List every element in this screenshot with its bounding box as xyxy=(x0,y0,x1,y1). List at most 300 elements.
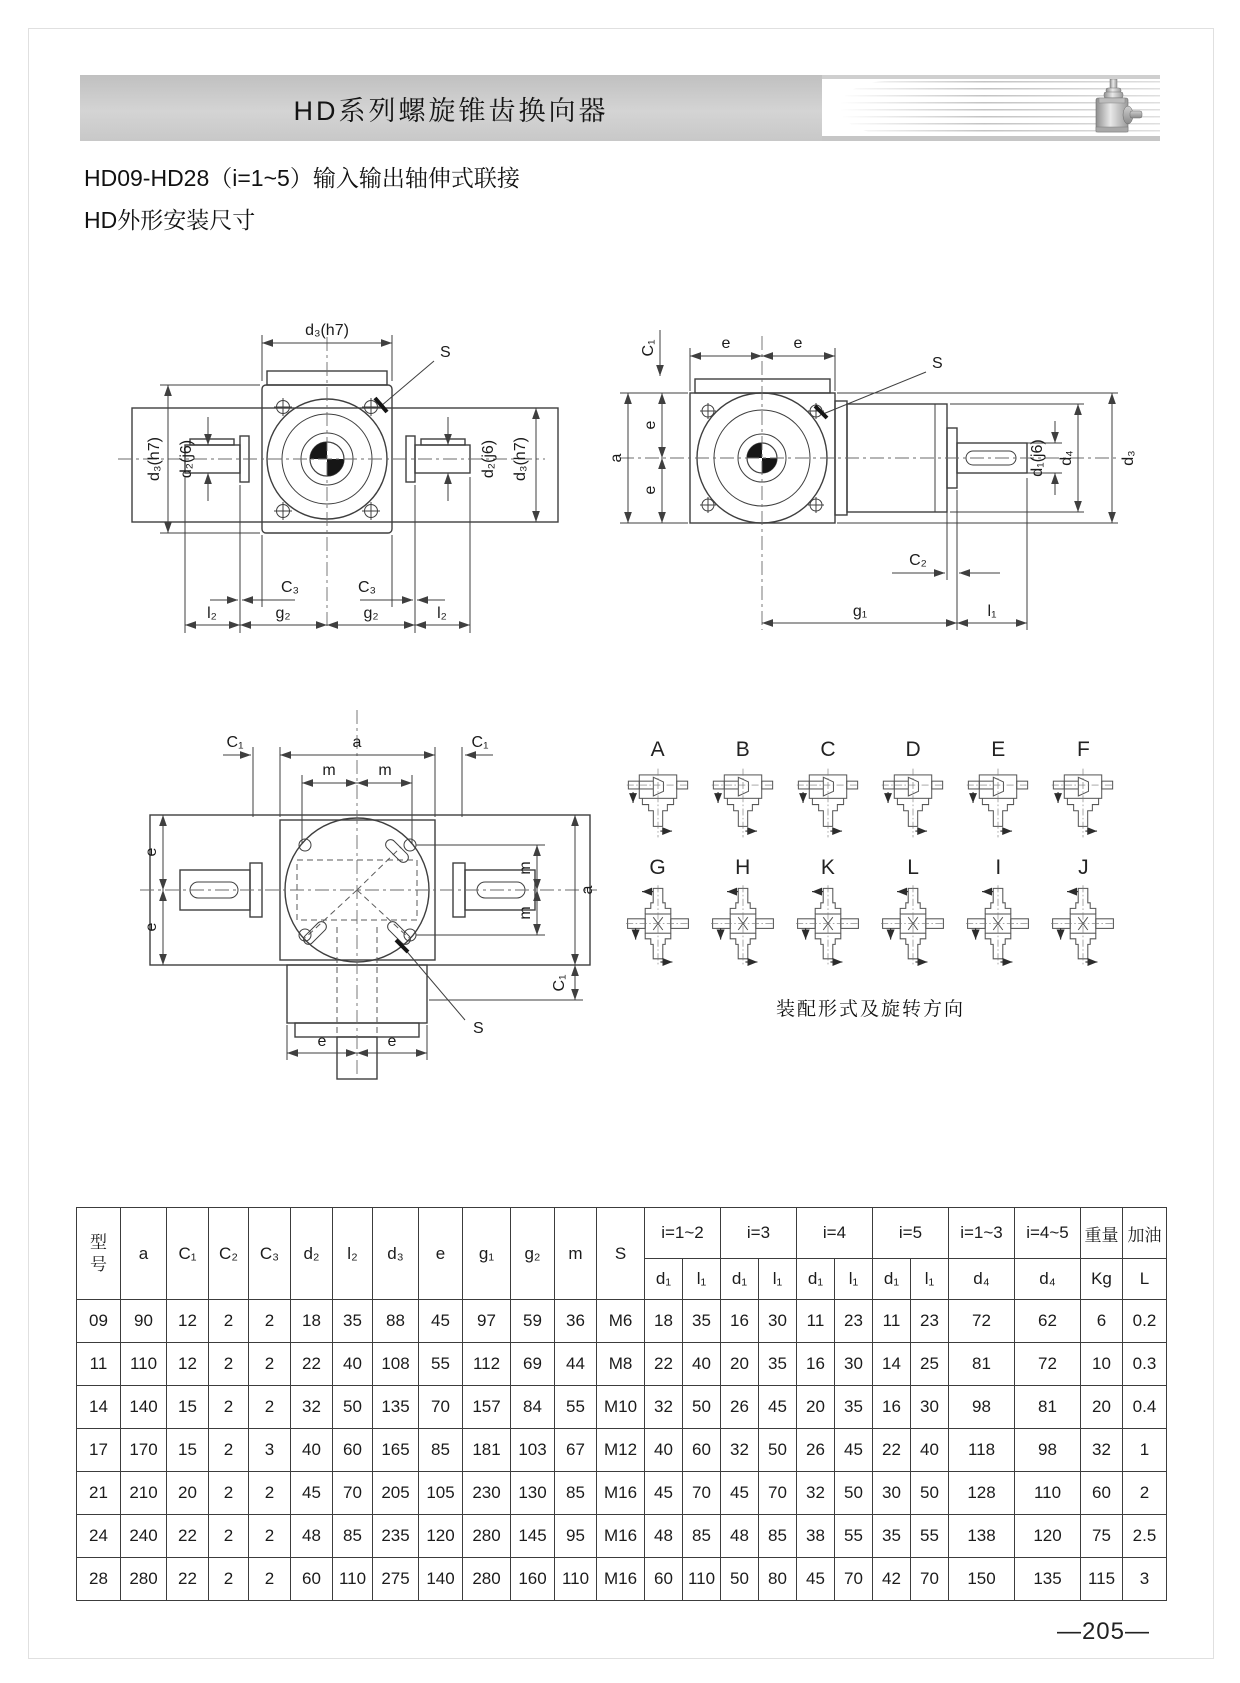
table-cell: 30 xyxy=(835,1343,873,1386)
table-cell: 181 xyxy=(463,1429,511,1472)
table-cell: 280 xyxy=(463,1558,511,1601)
asm-cell-e xyxy=(959,738,1038,842)
table-cell: 38 xyxy=(797,1515,835,1558)
table-cell: 85 xyxy=(759,1515,797,1558)
table-cell: 69 xyxy=(511,1343,555,1386)
table-cell: 50 xyxy=(911,1472,949,1515)
asm-letter: H xyxy=(735,856,751,879)
table-cell: 2 xyxy=(209,1515,249,1558)
table-cell: 3 xyxy=(1123,1558,1167,1601)
table-cell: 45 xyxy=(759,1386,797,1429)
table-cell: 22 xyxy=(291,1343,333,1386)
table-cell: 35 xyxy=(759,1343,797,1386)
table-cell: 18 xyxy=(291,1300,333,1343)
dim-label-a-right: a xyxy=(579,885,596,895)
table-cell: 110 xyxy=(1015,1472,1081,1515)
dim-label-e-bot2: e xyxy=(387,1033,397,1050)
table-cell: 60 xyxy=(683,1429,721,1472)
col-header: C₁ xyxy=(167,1208,209,1300)
table-cell: 110 xyxy=(555,1558,597,1601)
table-cell: 157 xyxy=(463,1386,511,1429)
table-cell: 23 xyxy=(835,1300,873,1343)
table-cell: 240 xyxy=(121,1515,167,1558)
table-cell: 70 xyxy=(911,1558,949,1601)
dim-label-a: a xyxy=(608,453,625,463)
table-cell: 60 xyxy=(1081,1472,1123,1515)
dim-label-d1: d₁(j6) xyxy=(1029,439,1046,477)
table-cell: 62 xyxy=(1015,1300,1081,1343)
table-cell: 40 xyxy=(645,1429,683,1472)
table-cell: 30 xyxy=(873,1472,911,1515)
table-cell: M12 xyxy=(597,1429,645,1472)
table-cell: 55 xyxy=(419,1343,463,1386)
asm-letter: K xyxy=(820,856,835,879)
table-cell: 48 xyxy=(721,1515,759,1558)
col-header: C₃ xyxy=(249,1208,291,1300)
table-cell: 85 xyxy=(419,1429,463,1472)
table-cell: 128 xyxy=(949,1472,1015,1515)
table-cell: 42 xyxy=(873,1558,911,1601)
asm-letter: A xyxy=(650,738,665,761)
col-group-header: i=1~2 xyxy=(645,1208,721,1259)
drawing-front-view xyxy=(90,295,570,640)
asm-cell-a xyxy=(618,738,697,842)
table-cell: 275 xyxy=(373,1558,419,1601)
dim-label-g1: g₁ xyxy=(852,603,868,620)
table-cell: 3 xyxy=(249,1429,291,1472)
asm-cell-g xyxy=(618,856,697,970)
table-cell: 26 xyxy=(721,1386,759,1429)
dim-label-d4: d₄ xyxy=(1058,450,1075,466)
table-cell: 20 xyxy=(797,1386,835,1429)
cell-model: 09 xyxy=(77,1300,121,1343)
table-cell: 2 xyxy=(249,1558,291,1601)
table-cell: 72 xyxy=(1015,1343,1081,1386)
table-cell: 35 xyxy=(333,1300,373,1343)
table-cell: 2 xyxy=(249,1386,291,1429)
dim-label-d3-right: d₃(h7) xyxy=(512,437,529,481)
table-cell: 20 xyxy=(721,1343,759,1386)
asm-symbol-cross xyxy=(874,882,952,970)
table-cell: 70 xyxy=(759,1472,797,1515)
header-art xyxy=(822,75,1160,141)
dim-label-s: S xyxy=(473,1020,484,1037)
table-cell: 110 xyxy=(333,1558,373,1601)
col-group-header: 重量 xyxy=(1081,1208,1123,1259)
asm-symbol-t xyxy=(959,764,1037,842)
table-cell: 22 xyxy=(645,1343,683,1386)
table-cell: 45 xyxy=(291,1472,333,1515)
dim-label-c1-right: C₁ xyxy=(471,734,489,751)
table-row xyxy=(77,1515,1167,1558)
table-cell: 138 xyxy=(949,1515,1015,1558)
cell-model: 24 xyxy=(77,1515,121,1558)
table-cell: 2 xyxy=(249,1343,291,1386)
dim-label-s: S xyxy=(932,355,943,372)
table-cell: 59 xyxy=(511,1300,555,1343)
dim-label-m-right1: m xyxy=(517,861,534,875)
page-number: —205— xyxy=(1056,1618,1150,1645)
table-cell: 40 xyxy=(291,1429,333,1472)
table-cell: 35 xyxy=(873,1515,911,1558)
table-cell: 55 xyxy=(911,1515,949,1558)
asm-symbol-cross xyxy=(619,882,697,970)
side-view-body xyxy=(620,336,1120,630)
table-row xyxy=(77,1343,1167,1386)
table-cell: 18 xyxy=(645,1300,683,1343)
table-cell: 15 xyxy=(167,1429,209,1472)
subtitle-line-1: HD09-HD28（i=1~5）输入输出轴伸式联接 xyxy=(84,165,520,191)
table-cell: 210 xyxy=(121,1472,167,1515)
table-cell: 26 xyxy=(797,1429,835,1472)
table-cell: 2 xyxy=(209,1558,249,1601)
table-cell: 135 xyxy=(373,1386,419,1429)
table-cell: 103 xyxy=(511,1429,555,1472)
col-group-header: i=4~5 xyxy=(1015,1208,1081,1259)
table-cell: 235 xyxy=(373,1515,419,1558)
asm-cell-f xyxy=(1044,738,1123,842)
table-row xyxy=(77,1300,1167,1343)
col-subheader: d₁ xyxy=(645,1259,683,1300)
top-view-dimensions xyxy=(143,734,596,1060)
table-cell: 118 xyxy=(949,1429,1015,1472)
table-cell: 50 xyxy=(333,1386,373,1429)
asm-symbol-t xyxy=(1044,764,1122,842)
table-cell: 50 xyxy=(835,1472,873,1515)
dim-label-m-top2: m xyxy=(378,762,392,779)
table-cell: 150 xyxy=(949,1558,1015,1601)
col-header: l₂ xyxy=(333,1208,373,1300)
col-group-header: i=5 xyxy=(873,1208,949,1259)
table-cell: 140 xyxy=(419,1558,463,1601)
dim-label-l2-left: l₂ xyxy=(207,605,217,622)
dim-label-e-in2: e xyxy=(642,485,659,495)
table-cell: 95 xyxy=(555,1515,597,1558)
table-cell: 85 xyxy=(333,1515,373,1558)
table-cell: 32 xyxy=(1081,1429,1123,1472)
dim-label-m-right2: m xyxy=(517,906,534,920)
table-cell: 0.2 xyxy=(1123,1300,1167,1343)
col-subheader: d₄ xyxy=(1015,1259,1081,1300)
table-cell: 48 xyxy=(645,1515,683,1558)
table-cell: 80 xyxy=(759,1558,797,1601)
table-cell: 1 xyxy=(1123,1429,1167,1472)
col-header: g₂ xyxy=(511,1208,555,1300)
table-cell: 81 xyxy=(1015,1386,1081,1429)
table-row xyxy=(77,1429,1167,1472)
table-row xyxy=(77,1558,1167,1601)
table-cell: 170 xyxy=(121,1429,167,1472)
table-cell: 205 xyxy=(373,1472,419,1515)
cell-model: 21 xyxy=(77,1472,121,1515)
table-cell: 70 xyxy=(333,1472,373,1515)
table-cell: 2 xyxy=(209,1343,249,1386)
table-cell: 60 xyxy=(645,1558,683,1601)
front-view-body xyxy=(118,337,558,627)
asm-cell-c xyxy=(788,738,867,842)
dim-label-c2: C₂ xyxy=(909,552,927,569)
asm-letter: F xyxy=(1076,738,1090,761)
table-cell: 20 xyxy=(1081,1386,1123,1429)
table-cell: 50 xyxy=(721,1558,759,1601)
table-cell: 11 xyxy=(797,1300,835,1343)
table-cell: 2 xyxy=(209,1300,249,1343)
table-cell: M16 xyxy=(597,1515,645,1558)
asm-symbol-t xyxy=(704,764,782,842)
dim-label-d3-left: d₃(h7) xyxy=(146,437,163,481)
dim-label-c3-right: C₃ xyxy=(357,579,377,596)
dim-label-d3: d₃ xyxy=(1120,450,1137,466)
table-cell: 2.5 xyxy=(1123,1515,1167,1558)
table-cell: 0.4 xyxy=(1123,1386,1167,1429)
table-cell: 40 xyxy=(683,1343,721,1386)
table-cell: 32 xyxy=(721,1429,759,1472)
asm-symbol-t xyxy=(874,764,952,842)
asm-cell-d xyxy=(873,738,952,842)
dim-label-e-top2: e xyxy=(793,335,803,352)
table-cell: 81 xyxy=(949,1343,1015,1386)
assembly-grid xyxy=(618,738,1123,970)
table-cell: 55 xyxy=(835,1515,873,1558)
table-cell: 36 xyxy=(555,1300,597,1343)
table-cell: 75 xyxy=(1081,1515,1123,1558)
table-cell: 72 xyxy=(949,1300,1015,1343)
table-cell: 45 xyxy=(419,1300,463,1343)
spec-table xyxy=(76,1207,1167,1601)
asm-symbol-cross xyxy=(959,882,1037,970)
table-cell: 97 xyxy=(463,1300,511,1343)
table-cell: 16 xyxy=(797,1343,835,1386)
dim-label-m-top1: m xyxy=(322,762,336,779)
table-cell: 20 xyxy=(167,1472,209,1515)
col-group-header: 加油 xyxy=(1123,1208,1167,1259)
table-cell: 22 xyxy=(873,1429,911,1472)
cell-model: 28 xyxy=(77,1558,121,1601)
asm-letter: L xyxy=(907,856,919,879)
table-cell: 85 xyxy=(555,1472,597,1515)
col-group-header: i=3 xyxy=(721,1208,797,1259)
col-header-model: 型号 xyxy=(77,1208,121,1300)
side-view-dimensions xyxy=(608,330,1137,630)
table-cell: 11 xyxy=(873,1300,911,1343)
asm-cell-i xyxy=(959,856,1038,970)
col-header: d₂ xyxy=(291,1208,333,1300)
table-cell: 90 xyxy=(121,1300,167,1343)
dim-label-g2-right: g₂ xyxy=(363,605,379,622)
col-subheader: l₁ xyxy=(683,1259,721,1300)
assembly-diagrams xyxy=(618,738,1123,1021)
table-cell: 50 xyxy=(759,1429,797,1472)
table-cell: 12 xyxy=(167,1343,209,1386)
dim-label-l1: l₁ xyxy=(987,603,997,620)
table-cell: 230 xyxy=(463,1472,511,1515)
table-cell: 35 xyxy=(835,1386,873,1429)
asm-symbol-cross xyxy=(704,882,782,970)
table-cell: 45 xyxy=(835,1429,873,1472)
table-cell: 280 xyxy=(463,1515,511,1558)
dim-label-c1-bottom: C₁ xyxy=(551,974,568,992)
table-cell: M6 xyxy=(597,1300,645,1343)
table-cell: 35 xyxy=(683,1300,721,1343)
table-cell: 130 xyxy=(511,1472,555,1515)
header-title-bar xyxy=(80,75,822,141)
table-cell: 22 xyxy=(167,1515,209,1558)
table-cell: 16 xyxy=(721,1300,759,1343)
col-subheader: Kg xyxy=(1081,1259,1123,1300)
table-cell: 85 xyxy=(683,1515,721,1558)
table-cell: 25 xyxy=(911,1343,949,1386)
header-band xyxy=(80,75,1160,141)
table-cell: 45 xyxy=(797,1558,835,1601)
table-cell: 45 xyxy=(721,1472,759,1515)
table-cell: 84 xyxy=(511,1386,555,1429)
asm-cell-k xyxy=(788,856,867,970)
dim-label-s: S xyxy=(440,344,451,361)
asm-cell-l xyxy=(873,856,952,970)
table-cell: 70 xyxy=(419,1386,463,1429)
table-cell: 32 xyxy=(645,1386,683,1429)
table-cell: 23 xyxy=(911,1300,949,1343)
asm-letter: G xyxy=(649,856,666,879)
table-cell: 135 xyxy=(1015,1558,1081,1601)
asm-symbol-t xyxy=(789,764,867,842)
table-cell: M10 xyxy=(597,1386,645,1429)
table-cell: 2 xyxy=(249,1515,291,1558)
page-title: HD系列螺旋锥齿换向器 xyxy=(293,95,609,126)
asm-symbol-cross xyxy=(789,882,867,970)
dim-label-c1-top: C₁ xyxy=(640,339,657,357)
table-cell: 15 xyxy=(167,1386,209,1429)
asm-letter: I xyxy=(995,856,1002,879)
col-header: S xyxy=(597,1208,645,1300)
col-subheader: d₁ xyxy=(797,1259,835,1300)
cell-model: 17 xyxy=(77,1429,121,1472)
table-cell: 6 xyxy=(1081,1300,1123,1343)
col-header: e xyxy=(419,1208,463,1300)
table-cell: 70 xyxy=(835,1558,873,1601)
dim-label-e-top1: e xyxy=(721,335,731,352)
asm-cell-h xyxy=(703,856,782,970)
asm-symbol-t xyxy=(619,764,697,842)
table-cell: 30 xyxy=(759,1300,797,1343)
table-cell: 10 xyxy=(1081,1343,1123,1386)
table-cell: 2 xyxy=(1123,1472,1167,1515)
col-group-header: i=1~3 xyxy=(949,1208,1015,1259)
col-subheader: l₁ xyxy=(759,1259,797,1300)
drawing-top-view xyxy=(135,655,605,1080)
col-subheader: l₁ xyxy=(911,1259,949,1300)
front-view-dimensions xyxy=(146,322,536,633)
table-cell: 12 xyxy=(167,1300,209,1343)
asm-letter: D xyxy=(905,738,921,761)
table-cell: 40 xyxy=(333,1343,373,1386)
table-cell: 32 xyxy=(291,1386,333,1429)
table-cell: 2 xyxy=(249,1300,291,1343)
table-cell: 14 xyxy=(873,1343,911,1386)
dim-label-a-top: a xyxy=(352,734,362,751)
table-cell: 98 xyxy=(949,1386,1015,1429)
table-cell: 165 xyxy=(373,1429,419,1472)
table-cell: 280 xyxy=(121,1558,167,1601)
table-cell: 108 xyxy=(373,1343,419,1386)
table-cell: 110 xyxy=(121,1343,167,1386)
table-cell: 0.3 xyxy=(1123,1343,1167,1386)
table-cell: 60 xyxy=(291,1558,333,1601)
table-cell: M16 xyxy=(597,1472,645,1515)
table-cell: 112 xyxy=(463,1343,511,1386)
dim-label-e-left1: e xyxy=(143,847,160,857)
table-cell: M16 xyxy=(597,1558,645,1601)
table-cell: 120 xyxy=(1015,1515,1081,1558)
table-cell: 120 xyxy=(419,1515,463,1558)
table-cell: 160 xyxy=(511,1558,555,1601)
cell-model: 11 xyxy=(77,1343,121,1386)
table-cell: 88 xyxy=(373,1300,419,1343)
col-subheader: l₁ xyxy=(835,1259,873,1300)
table-cell: 98 xyxy=(1015,1429,1081,1472)
asm-letter: J xyxy=(1078,856,1089,879)
table-cell: 2 xyxy=(249,1472,291,1515)
table-row xyxy=(77,1386,1167,1429)
dim-label-d3-top: d₃(h7) xyxy=(305,322,349,339)
dim-label-g2-left: g₂ xyxy=(275,605,291,622)
table-cell: 60 xyxy=(333,1429,373,1472)
table-cell: 2 xyxy=(209,1429,249,1472)
table-cell: 67 xyxy=(555,1429,597,1472)
col-subheader: d₁ xyxy=(873,1259,911,1300)
asm-cell-j xyxy=(1044,856,1123,970)
table-cell: 55 xyxy=(555,1386,597,1429)
table-cell: 30 xyxy=(911,1386,949,1429)
table-cell: 16 xyxy=(873,1386,911,1429)
table-cell: 140 xyxy=(121,1386,167,1429)
dim-label-c1-left: C₁ xyxy=(226,734,244,751)
col-header: m xyxy=(555,1208,597,1300)
asm-letter: E xyxy=(991,738,1006,761)
dim-label-d2-right: d₂(j6) xyxy=(480,439,497,479)
table-cell: 70 xyxy=(683,1472,721,1515)
table-cell: 105 xyxy=(419,1472,463,1515)
assembly-caption: 装配形式及旋转方向 xyxy=(775,999,965,1020)
subtitle-line-2: HD外形安装尺寸 xyxy=(84,207,256,233)
table-cell: 145 xyxy=(511,1515,555,1558)
col-header: d₃ xyxy=(373,1208,419,1300)
col-subheader: L xyxy=(1123,1259,1167,1300)
table-cell: 44 xyxy=(555,1343,597,1386)
cell-model: 14 xyxy=(77,1386,121,1429)
asm-cell-b xyxy=(703,738,782,842)
asm-symbol-cross xyxy=(1044,882,1122,970)
col-subheader: d₁ xyxy=(721,1259,759,1300)
table-cell: M8 xyxy=(597,1343,645,1386)
top-view-body xyxy=(140,710,597,1079)
asm-letter: B xyxy=(735,738,750,761)
table-cell: 2 xyxy=(209,1386,249,1429)
col-group-header: i=4 xyxy=(797,1208,873,1259)
table-cell: 32 xyxy=(797,1472,835,1515)
table-cell: 48 xyxy=(291,1515,333,1558)
table-cell: 2 xyxy=(209,1472,249,1515)
dim-label-e-bot1: e xyxy=(317,1033,327,1050)
table-cell: 45 xyxy=(645,1472,683,1515)
dim-label-l2-right: l₂ xyxy=(437,605,447,622)
dim-label-d2-left: d₂(j6) xyxy=(178,439,195,479)
col-header: g₁ xyxy=(463,1208,511,1300)
table-row xyxy=(77,1472,1167,1515)
col-header: a xyxy=(121,1208,167,1300)
asm-letter: C xyxy=(820,738,836,761)
col-header: C₂ xyxy=(209,1208,249,1300)
